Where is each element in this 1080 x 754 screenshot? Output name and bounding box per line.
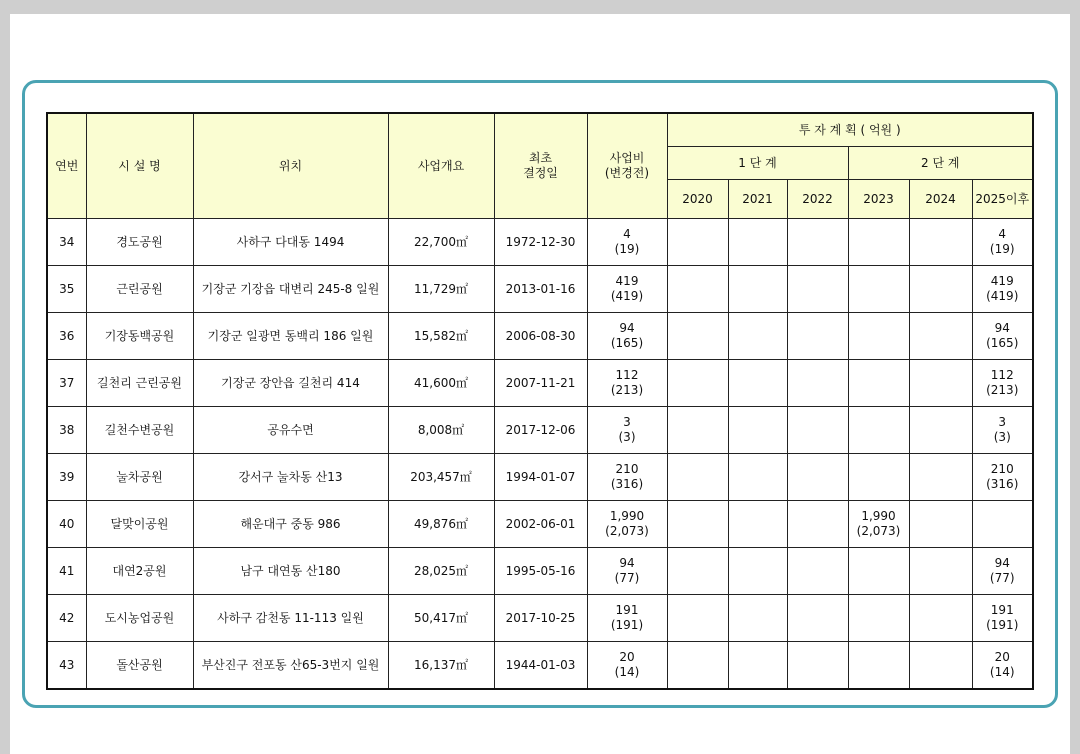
cell-2022 — [787, 266, 848, 313]
cell-location: 사하구 다대동 1494 — [193, 219, 388, 266]
cell-2021 — [728, 266, 787, 313]
cell-facility-name: 달맞이공원 — [86, 501, 193, 548]
cell-2025-after — [972, 219, 1033, 266]
cell-facility-name: 눌차공원 — [86, 454, 193, 501]
header-phase1: 1 단 계 — [667, 147, 848, 180]
cell-2023 — [848, 407, 909, 454]
amount: 3 — [623, 415, 631, 429]
cell-cost — [587, 407, 667, 454]
cell-decision-date: 1972-12-30 — [494, 219, 587, 266]
cell-no: 34 — [47, 219, 86, 266]
cell-location: 부산진구 전포동 산65-3번지 일원 — [193, 642, 388, 690]
cell-cost — [587, 642, 667, 690]
table-row — [47, 501, 1033, 548]
amount-before-change: (14) — [989, 665, 1015, 679]
cell-2024 — [909, 407, 972, 454]
cell-2020 — [667, 501, 728, 548]
amount: 20 — [619, 650, 635, 664]
cell-2021 — [728, 407, 787, 454]
cell-2024 — [909, 266, 972, 313]
cell-no: 43 — [47, 642, 86, 690]
cell-2022 — [787, 642, 848, 690]
cell-2021 — [728, 219, 787, 266]
cell-location: 남구 대연동 산180 — [193, 548, 388, 595]
cell-2022 — [787, 313, 848, 360]
amount-before-change: (3) — [618, 430, 636, 444]
header-name: 시 설 명 — [86, 113, 193, 219]
amount-before-change: (2,073) — [856, 524, 901, 538]
cell-2025-after — [972, 313, 1033, 360]
amount: 112 — [990, 368, 1014, 382]
amount-before-change: (2,073) — [605, 524, 649, 538]
cell-2024 — [909, 219, 972, 266]
cell-no: 36 — [47, 313, 86, 360]
amount: 94 — [994, 556, 1010, 570]
amount: 94 — [994, 321, 1010, 335]
cell-2025-after — [972, 266, 1033, 313]
cell-decision-date: 2017-12-06 — [494, 407, 587, 454]
cell-area: 11,729㎡ — [388, 266, 494, 313]
header-investment-plan: 투 자 계 획 ( 억원 ) — [667, 113, 1033, 147]
header-location: 위치 — [193, 113, 388, 219]
cell-2023 — [848, 266, 909, 313]
cell-2021 — [728, 501, 787, 548]
cell-2024 — [909, 501, 972, 548]
amount: 191 — [990, 603, 1014, 617]
cell-facility-name: 도시농업공원 — [86, 595, 193, 642]
cell-2020 — [667, 360, 728, 407]
amount-before-change: (165) — [610, 336, 644, 350]
cell-2022 — [787, 219, 848, 266]
cell-area: 49,876㎡ — [388, 501, 494, 548]
cell-area: 50,417㎡ — [388, 595, 494, 642]
amount: 4 — [623, 227, 631, 241]
cell-cost — [587, 360, 667, 407]
cell-2022 — [787, 454, 848, 501]
cell-facility-name: 기장동백공원 — [86, 313, 193, 360]
amount: 1,990 — [609, 509, 645, 523]
header-year-2021: 2021 — [728, 180, 787, 219]
cell-location: 사하구 감천동 11-113 일원 — [193, 595, 388, 642]
cell-2020 — [667, 266, 728, 313]
amount-before-change: (3) — [993, 430, 1011, 444]
cell-2023 — [848, 219, 909, 266]
amount-before-change: (77) — [614, 571, 640, 585]
cell-area: 15,582㎡ — [388, 313, 494, 360]
cell-cost — [587, 548, 667, 595]
amount-before-change: (191) — [986, 618, 1019, 632]
cell-location: 기장군 기장읍 대변리 245-8 일원 — [193, 266, 388, 313]
cell-2024 — [909, 595, 972, 642]
header-no: 연번 — [47, 113, 86, 219]
cell-no: 41 — [47, 548, 86, 595]
cell-decision-date: 2002-06-01 — [494, 501, 587, 548]
cell-2022 — [787, 360, 848, 407]
cell-location: 기장군 장안읍 길천리 414 — [193, 360, 388, 407]
table-row — [47, 595, 1033, 642]
cell-location: 강서구 눌차동 산13 — [193, 454, 388, 501]
cell-no: 39 — [47, 454, 86, 501]
cell-2020 — [667, 219, 728, 266]
cell-location: 기장군 일광면 동백리 186 일원 — [193, 313, 388, 360]
cell-2023 — [848, 313, 909, 360]
investment-plan-table — [46, 112, 1034, 690]
cell-2020 — [667, 454, 728, 501]
amount-before-change: (316) — [986, 477, 1019, 491]
cell-2024 — [909, 360, 972, 407]
cell-area: 41,600㎡ — [388, 360, 494, 407]
cell-decision-date: 2006-08-30 — [494, 313, 587, 360]
table-row — [47, 454, 1033, 501]
amount: 94 — [619, 321, 635, 335]
cell-2025-after — [972, 360, 1033, 407]
cell-facility-name: 길천리 근린공원 — [86, 360, 193, 407]
cell-2024 — [909, 548, 972, 595]
cell-2024 — [909, 642, 972, 690]
cell-2021 — [728, 454, 787, 501]
cell-decision-date: 1994-01-07 — [494, 454, 587, 501]
header-decision-line1: 최초 — [528, 151, 553, 165]
header-decision-line2: 결정일 — [523, 166, 558, 180]
header-decision-date — [494, 113, 587, 219]
cell-2021 — [728, 313, 787, 360]
cell-facility-name: 대연2공원 — [86, 548, 193, 595]
cell-decision-date: 2007-11-21 — [494, 360, 587, 407]
cell-2021 — [728, 360, 787, 407]
cell-2022 — [787, 407, 848, 454]
amount-before-change: (213) — [986, 383, 1019, 397]
cell-2020 — [667, 313, 728, 360]
amount-before-change: (213) — [610, 383, 644, 397]
amount-before-change: (19) — [989, 242, 1015, 256]
cell-2025-after — [972, 642, 1033, 690]
amount: 419 — [615, 274, 639, 288]
header-year-2020: 2020 — [667, 180, 728, 219]
cell-2025-after — [972, 548, 1033, 595]
cell-cost — [587, 454, 667, 501]
cell-area: 16,137㎡ — [388, 642, 494, 690]
cell-area: 8,008㎡ — [388, 407, 494, 454]
cell-2023 — [848, 595, 909, 642]
cell-2021 — [728, 595, 787, 642]
cell-location: 해운대구 중동 986 — [193, 501, 388, 548]
amount-before-change: (77) — [989, 571, 1015, 585]
cell-2022 — [787, 595, 848, 642]
cell-no: 38 — [47, 407, 86, 454]
cell-cost — [587, 266, 667, 313]
amount-before-change: (14) — [614, 665, 640, 679]
amount: 112 — [615, 368, 639, 382]
cell-no: 37 — [47, 360, 86, 407]
amount: 210 — [990, 462, 1014, 476]
cell-facility-name: 근린공원 — [86, 266, 193, 313]
cell-2025-after — [972, 407, 1033, 454]
cell-2025-after — [972, 454, 1033, 501]
amount: 210 — [615, 462, 639, 476]
amount: 3 — [998, 415, 1007, 429]
cell-no: 42 — [47, 595, 86, 642]
table-row — [47, 266, 1033, 313]
cell-2020 — [667, 407, 728, 454]
cell-decision-date: 2013-01-16 — [494, 266, 587, 313]
cell-2022 — [787, 501, 848, 548]
table-row — [47, 360, 1033, 407]
cell-2021 — [728, 548, 787, 595]
cell-area: 28,025㎡ — [388, 548, 494, 595]
header-cost-line2: (변경전) — [604, 166, 650, 180]
cell-decision-date: 2017-10-25 — [494, 595, 587, 642]
cell-2023 — [848, 454, 909, 501]
cell-2020 — [667, 642, 728, 690]
cell-no: 35 — [47, 266, 86, 313]
cell-cost — [587, 501, 667, 548]
cell-cost — [587, 219, 667, 266]
amount: 191 — [615, 603, 639, 617]
table-body — [47, 219, 1033, 690]
header-cost-line1: 사업비 — [609, 151, 645, 165]
cell-2025-after — [972, 501, 1033, 548]
cell-cost — [587, 313, 667, 360]
table-header — [47, 113, 1033, 219]
amount-before-change: (419) — [610, 289, 644, 303]
amount-before-change: (165) — [986, 336, 1019, 350]
amount: 1,990 — [861, 509, 896, 523]
cell-area: 203,457㎡ — [388, 454, 494, 501]
cell-area: 22,700㎡ — [388, 219, 494, 266]
amount: 94 — [619, 556, 635, 570]
table-row — [47, 313, 1033, 360]
cell-facility-name: 경도공원 — [86, 219, 193, 266]
cell-2023 — [848, 360, 909, 407]
cell-facility-name: 돌산공원 — [86, 642, 193, 690]
amount: 20 — [994, 650, 1010, 664]
amount-before-change: (19) — [614, 242, 640, 256]
cell-2020 — [667, 595, 728, 642]
cell-cost — [587, 595, 667, 642]
cell-decision-date: 1995-05-16 — [494, 548, 587, 595]
header-year-2024: 2024 — [909, 180, 972, 219]
header-year-2025-after: 2025이후 — [972, 180, 1033, 219]
amount-before-change: (419) — [986, 289, 1019, 303]
cell-2023 — [848, 501, 909, 548]
cell-2024 — [909, 313, 972, 360]
header-phase2: 2 단 계 — [848, 147, 1033, 180]
cell-2022 — [787, 548, 848, 595]
table-row — [47, 407, 1033, 454]
table-row — [47, 219, 1033, 266]
header-summary: 사업개요 — [388, 113, 494, 219]
cell-location: 공유수면 — [193, 407, 388, 454]
amount-before-change: (191) — [610, 618, 644, 632]
header-year-2022: 2022 — [787, 180, 848, 219]
header-year-2023: 2023 — [848, 180, 909, 219]
cell-2020 — [667, 548, 728, 595]
amount: 419 — [990, 274, 1014, 288]
amount-before-change: (316) — [610, 477, 644, 491]
table-row — [47, 548, 1033, 595]
cell-2021 — [728, 642, 787, 690]
header-cost — [587, 113, 667, 219]
cell-2023 — [848, 548, 909, 595]
amount: 4 — [998, 227, 1007, 241]
cell-no: 40 — [47, 501, 86, 548]
cell-2024 — [909, 454, 972, 501]
table-row — [47, 642, 1033, 690]
cell-2023 — [848, 642, 909, 690]
cell-2025-after — [972, 595, 1033, 642]
cell-facility-name: 길천수변공원 — [86, 407, 193, 454]
cell-decision-date: 1944-01-03 — [494, 642, 587, 690]
